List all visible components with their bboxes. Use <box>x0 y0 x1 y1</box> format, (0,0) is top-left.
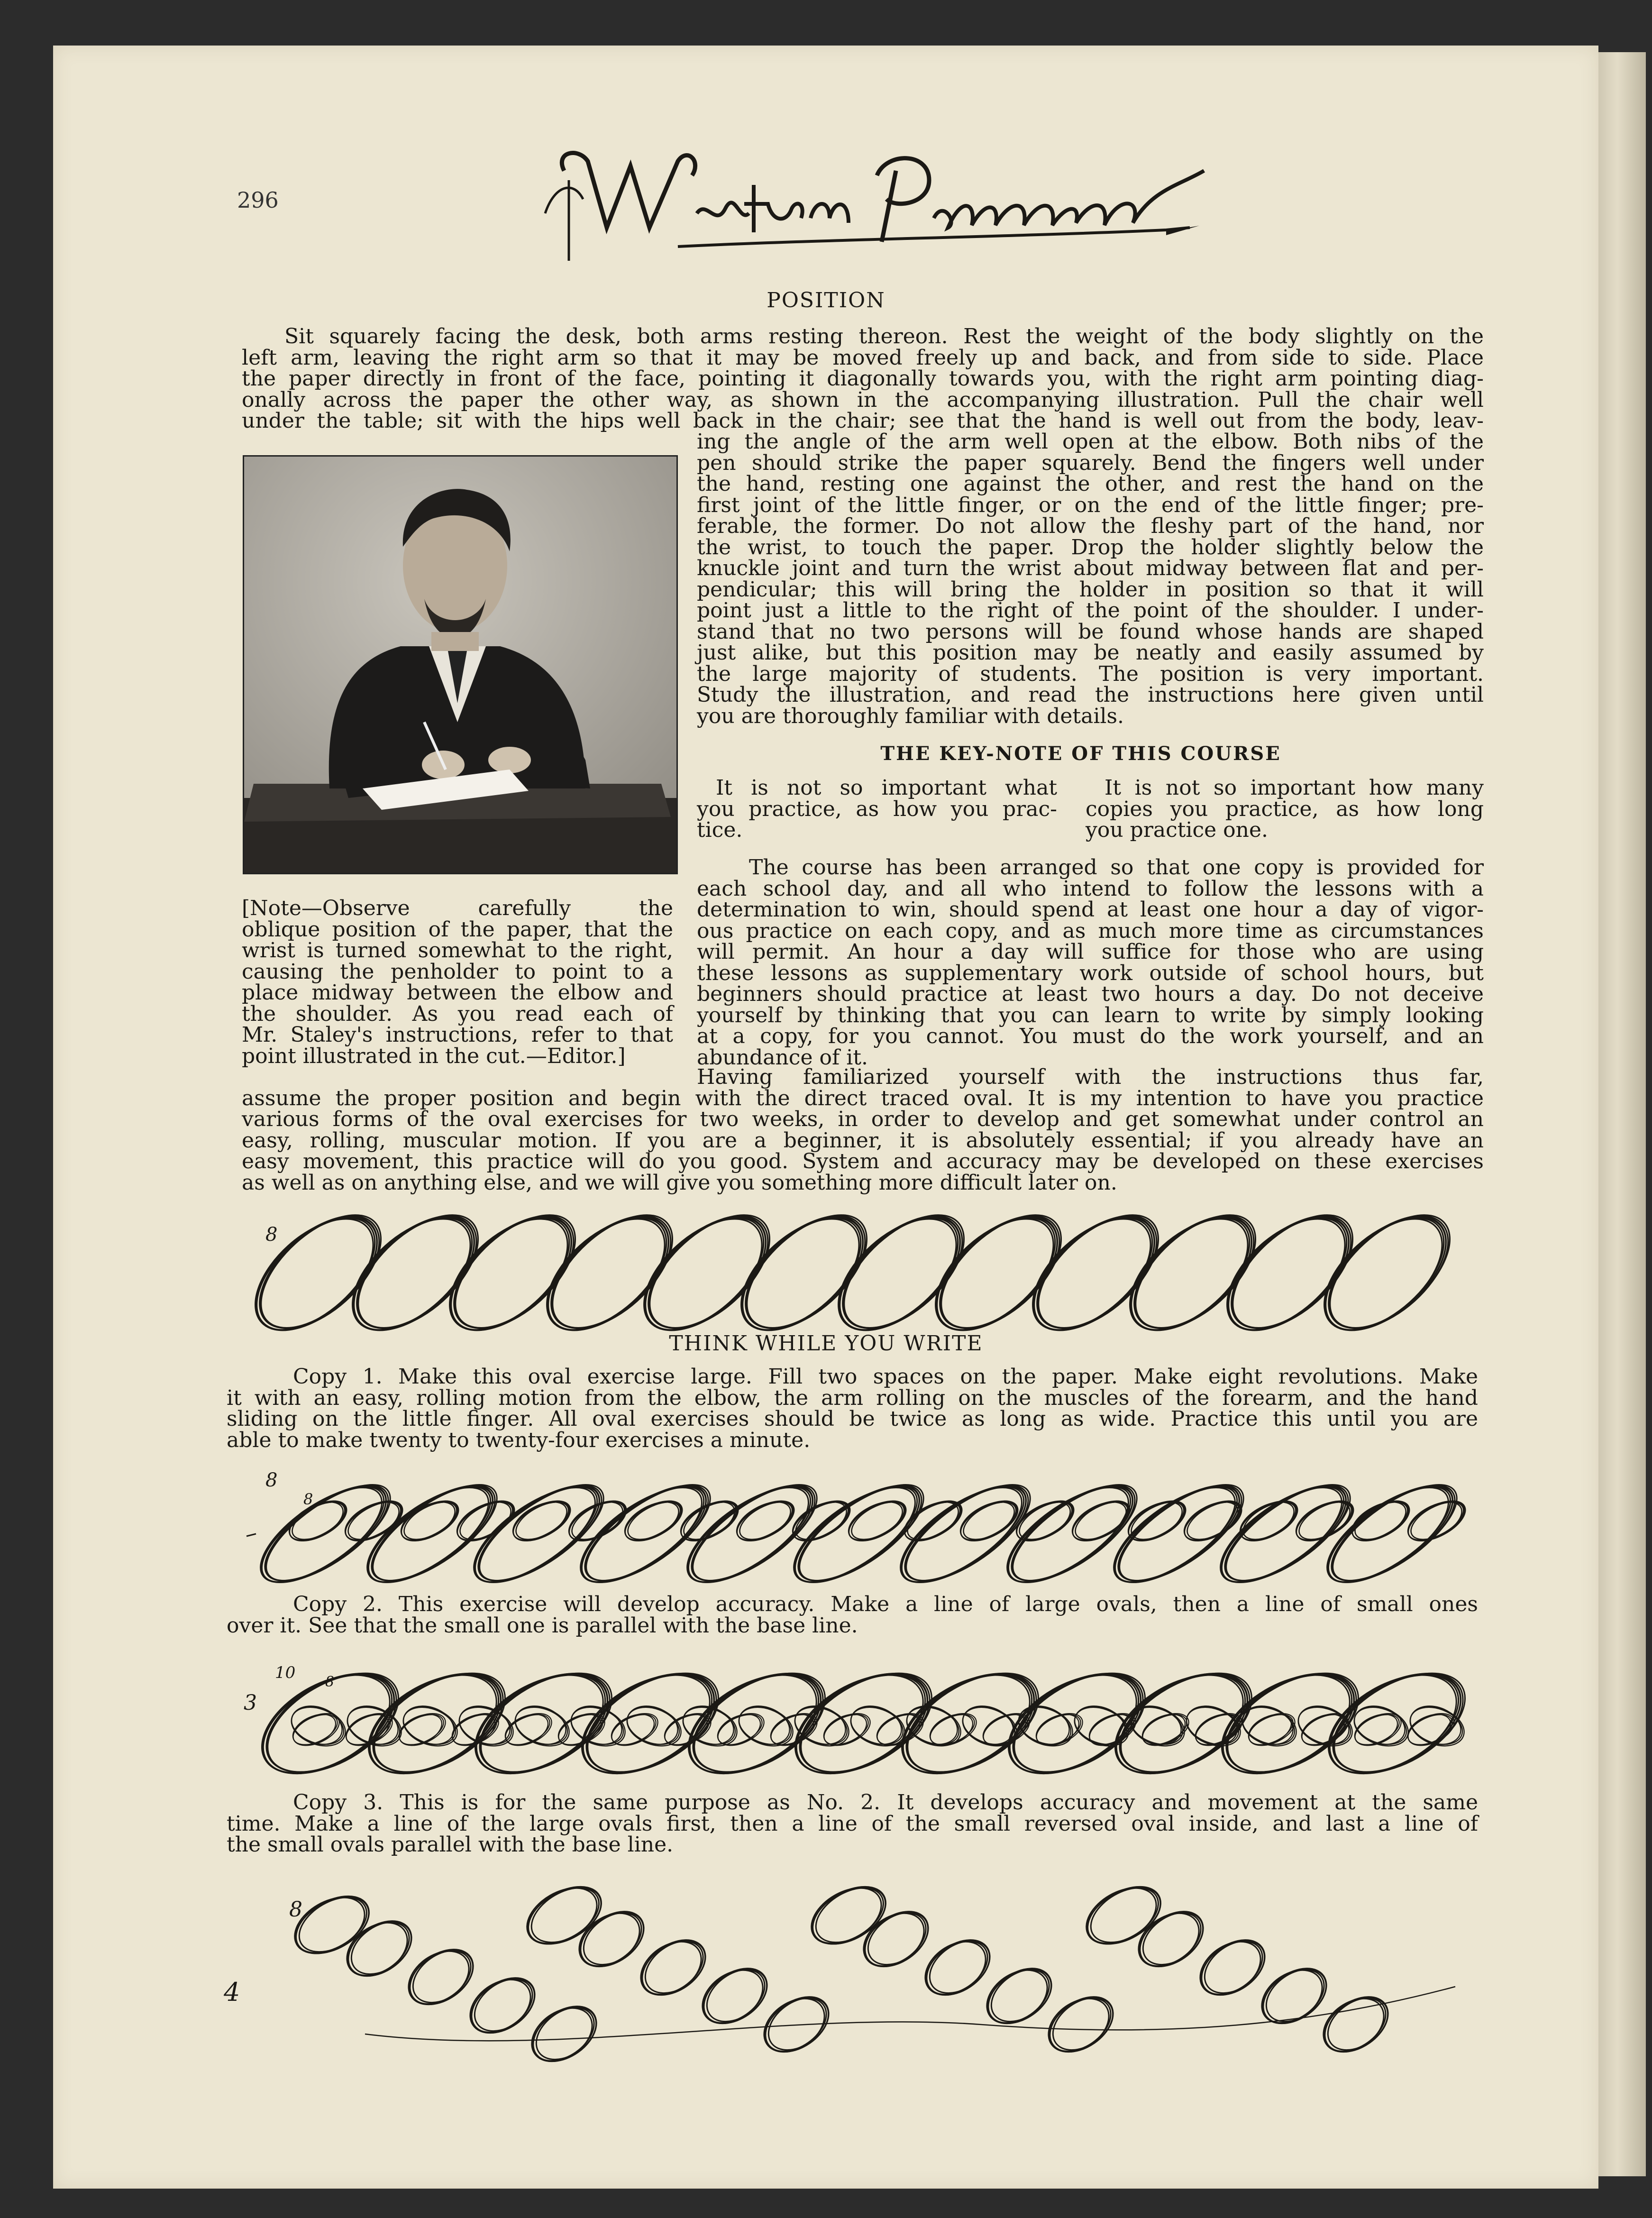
base-small-oval <box>1138 1707 1194 1752</box>
base-small-oval <box>288 1707 344 1752</box>
text-line: the large majority of students. The position is very important. <box>697 661 1484 686</box>
text-line: wrist is turned somewhat to the right, <box>242 938 673 962</box>
group-lead-oval <box>517 1875 611 1956</box>
text-line: left arm, leaving the right arm so that it may be moved freely up and back, and from side to side. Place <box>242 345 1484 370</box>
text-line: knuckle joint and turn the wrist about midway between flat and per- <box>697 556 1484 580</box>
group-oval <box>1129 1900 1214 1978</box>
direct-oval <box>333 1204 498 1337</box>
ex3-count-mark-a: 10 <box>275 1663 296 1682</box>
text-line: Study the illustration, and read the instructions here given until <box>697 683 1484 707</box>
direct-oval <box>1207 1204 1372 1337</box>
text-line: yourself by thinking that you can learn to write by simply looking <box>697 1003 1484 1027</box>
text-line: various forms of the oval exercises for two weeks, in order to develop and get somewhat under control an <box>242 1107 1484 1131</box>
direct-oval <box>721 1204 886 1337</box>
text-line: just alike, but this position may be neatly and easily assumed by <box>697 641 1484 665</box>
text-line: you practice, as how you prac- <box>697 797 1057 821</box>
small-oval <box>786 1493 856 1549</box>
ex3-exercise-number: 3 <box>244 1691 257 1715</box>
position-paragraph-full <box>242 326 1484 432</box>
text-line: beginners should practice at least two hours a day. Do not deceive <box>697 982 1484 1006</box>
direct-oval <box>527 1204 692 1337</box>
group-oval <box>460 1967 545 2044</box>
copy2-paragraph <box>227 1594 1478 1636</box>
text-line: Having familiarized yourself with the instructions thus far, <box>697 1065 1484 1089</box>
flourish-line <box>365 1987 1455 2041</box>
text-line: able to make twenty to twenty-four exercises a minute. <box>227 1428 811 1452</box>
text-line: assume the proper position and begin with the direct traced oval. It is my intention to have you practice <box>242 1086 1484 1110</box>
text-line: It is not so important how many <box>1104 776 1484 800</box>
text-line: each school day, and all who intend to follow the lessons with a <box>697 876 1484 901</box>
text-line: [Note—Observe carefully the <box>242 896 673 920</box>
direct-oval <box>1110 1204 1275 1337</box>
text-line: these lessons as supplementary work outside of school hours, but <box>697 961 1484 985</box>
group-oval <box>915 1929 1000 2007</box>
text-line: place midway between the elbow and <box>242 981 673 1005</box>
ex3-count-mark-b: 8 <box>325 1674 335 1690</box>
text-line: the paper directly in front of the face, pointing it diagonally towards you, with the right arm pointing diag- <box>242 367 1484 391</box>
group-lead-oval <box>802 1875 895 1956</box>
text-line: tice. <box>697 818 743 842</box>
group-oval <box>754 1986 839 2063</box>
text-line: pen should strike the paper squarely. Bend the fingers well under <box>697 450 1484 475</box>
ex4-count-mark: 8 <box>289 1897 302 1922</box>
text-line: will permit. An hour a day will suffice for those who are using <box>697 940 1484 964</box>
small-oval <box>1234 1493 1304 1549</box>
text-line: you practice one. <box>1086 818 1269 842</box>
text-line: easy, rolling, muscular motion. If you are a beginner, it is absolutely essential; if you already have an <box>242 1128 1484 1153</box>
text-line: easy movement, this practice will do you good. System and accuracy may be developed on these exercises <box>242 1149 1484 1173</box>
text-line: ous practice on each copy, and as much more time as circumstances <box>697 918 1484 943</box>
direct-oval <box>1013 1204 1178 1337</box>
direct-oval <box>430 1204 595 1337</box>
direct-oval <box>819 1204 984 1337</box>
group-oval <box>631 1929 716 2007</box>
group-lead-oval <box>285 1884 379 1965</box>
page-number: 296 <box>237 187 279 213</box>
direct-oval <box>624 1204 789 1337</box>
text-line: Copy 3. This is for the same purpose as No. 2. It develops accuracy and movement at the same <box>293 1790 1478 1815</box>
text-line: Copy 1. Make this oval exercise large. Fill two spaces on the paper. Make eight revolutions. Make <box>293 1365 1478 1389</box>
next-page-edge <box>1598 52 1646 2176</box>
ex4-exercise-number: 4 <box>224 1977 240 2007</box>
position-paragraph-right <box>697 431 1484 727</box>
text-line: sliding on the little finger. All oval exercises should be twice as long as wide. Practice this until you are <box>227 1407 1478 1431</box>
text-line: abundance of it. <box>697 1045 868 1070</box>
keynote-left <box>697 778 1057 841</box>
small-oval <box>619 1493 688 1549</box>
group-oval <box>693 1957 777 2035</box>
text-line: first joint of the little finger, or on the end of the little finger; pre- <box>697 493 1484 517</box>
text-line: The course has been arranged so that one copy is provided for <box>749 855 1484 880</box>
group-oval <box>854 1900 939 1978</box>
text-line: at a copy, for you cannot. You must do the work yourself, and an <box>697 1024 1484 1048</box>
small-oval <box>1402 1493 1471 1549</box>
text-line: copies you practice, as how long <box>1086 797 1484 821</box>
exercise-direct-ovals <box>237 1204 1479 1337</box>
text-line: the small ovals parallel with the base line. <box>227 1833 674 1857</box>
ex2-count-mark-a: 8 <box>265 1469 278 1491</box>
group-oval <box>977 1957 1062 2035</box>
text-line: ing the angle of the arm well open at the elbow. Both nibs of the <box>697 430 1484 454</box>
copy1-paragraph <box>227 1366 1478 1451</box>
text-line: determination to win, should spend at least one hour a day of vigor- <box>697 898 1484 922</box>
small-oval <box>1346 1493 1415 1549</box>
group-oval <box>1252 1957 1337 2035</box>
text-line: the shoulder. As you read each of <box>242 1001 673 1026</box>
course-paragraph <box>697 857 1484 1068</box>
exercise-large-small-ovals <box>237 1465 1488 1584</box>
writer-photograph <box>243 455 678 874</box>
text-line: causing the penholder to point to a <box>242 959 673 984</box>
base-small-oval <box>501 1707 557 1752</box>
reversed-small-oval <box>1293 1699 1358 1753</box>
reversed-small-oval <box>286 1699 351 1753</box>
exercise-reversed-ovals <box>237 1659 1488 1783</box>
text-line: the wrist, to touch the paper. Drop the holder slightly below the <box>697 535 1484 559</box>
think-heading: THINK WHILE YOU WRITE <box>669 1331 983 1356</box>
base-small-oval <box>1350 1707 1406 1752</box>
exercise-oval-groups <box>223 1868 1484 2067</box>
familiarized-paragraph <box>242 1067 1484 1193</box>
text-line: point illustrated in the cut.—Editor.] <box>242 1044 626 1068</box>
group-oval <box>337 1910 422 1988</box>
text-line: over it. See that the small one is parallel with the base line. <box>227 1613 858 1638</box>
ex1-count-mark: 8 <box>265 1224 278 1246</box>
position-heading: POSITION <box>767 288 885 312</box>
direct-oval <box>1305 1204 1469 1337</box>
start-stroke <box>246 1534 256 1536</box>
text-line: Sit squarely facing the desk, both arms resting thereon. Rest the weight of the body slightly on the <box>284 324 1484 348</box>
copy3-paragraph <box>227 1792 1478 1856</box>
small-oval <box>507 1493 576 1549</box>
text-line: It is not so important what <box>716 776 1057 800</box>
group-oval <box>522 1995 607 2067</box>
text-line: ferable, the former. Do not allow the fleshy part of the hand, nor <box>697 514 1484 538</box>
text-line: pendicular; this will bring the holder in position so that it will <box>697 577 1484 602</box>
masthead-logo <box>536 142 1228 266</box>
text-line: you are thoroughly familiar with details. <box>697 704 1124 728</box>
group-lead-oval <box>1077 1875 1170 1956</box>
keynote-right <box>1086 778 1484 841</box>
text-line: as well as on anything else, and we will give you something more difficult later on. <box>242 1170 1117 1195</box>
small-oval <box>339 1493 409 1549</box>
text-line: the hand, resting one against the other, and rest the hand on the <box>697 472 1484 496</box>
editor-note <box>242 898 673 1067</box>
group-oval <box>399 1938 484 2016</box>
text-line: point just a little to the right of the point of the shoulder. I under- <box>697 598 1484 623</box>
text-line: time. Make a line of the large ovals first, then a line of the small reversed oval inside, and last a line of <box>227 1811 1478 1836</box>
small-oval <box>283 1493 353 1549</box>
group-oval <box>1190 1929 1275 2007</box>
direct-oval <box>237 1204 401 1337</box>
group-oval <box>1314 1986 1398 2063</box>
text-line: it with an easy, rolling motion from the elbow, the arm rolling on the muscles of the forearm, and the hand <box>227 1385 1478 1410</box>
text-line: oblique position of the paper, that the <box>242 917 673 942</box>
group-oval <box>569 1900 654 1978</box>
text-line: Mr. Staley's instructions, refer to that <box>242 1023 673 1047</box>
ex2-count-mark-b: 8 <box>303 1490 313 1508</box>
text-line: onally across the paper the other way, as shown in the accompanying illustration. Pull the chair well <box>242 387 1484 412</box>
text-line: Copy 2. This exercise will develop accuracy. Make a line of large ovals, then a line of small ones <box>293 1592 1478 1616</box>
direct-oval <box>916 1204 1081 1337</box>
text-line: stand that no two persons will be found whose hands are shaped <box>697 619 1484 644</box>
group-oval <box>1039 1986 1123 2063</box>
keynote-heading: THE KEY-NOTE OF THIS COURSE <box>880 742 1281 765</box>
text-line: under the table; sit with the hips well back in the chair; see that the hand is well out from the body, leav- <box>242 409 1484 433</box>
